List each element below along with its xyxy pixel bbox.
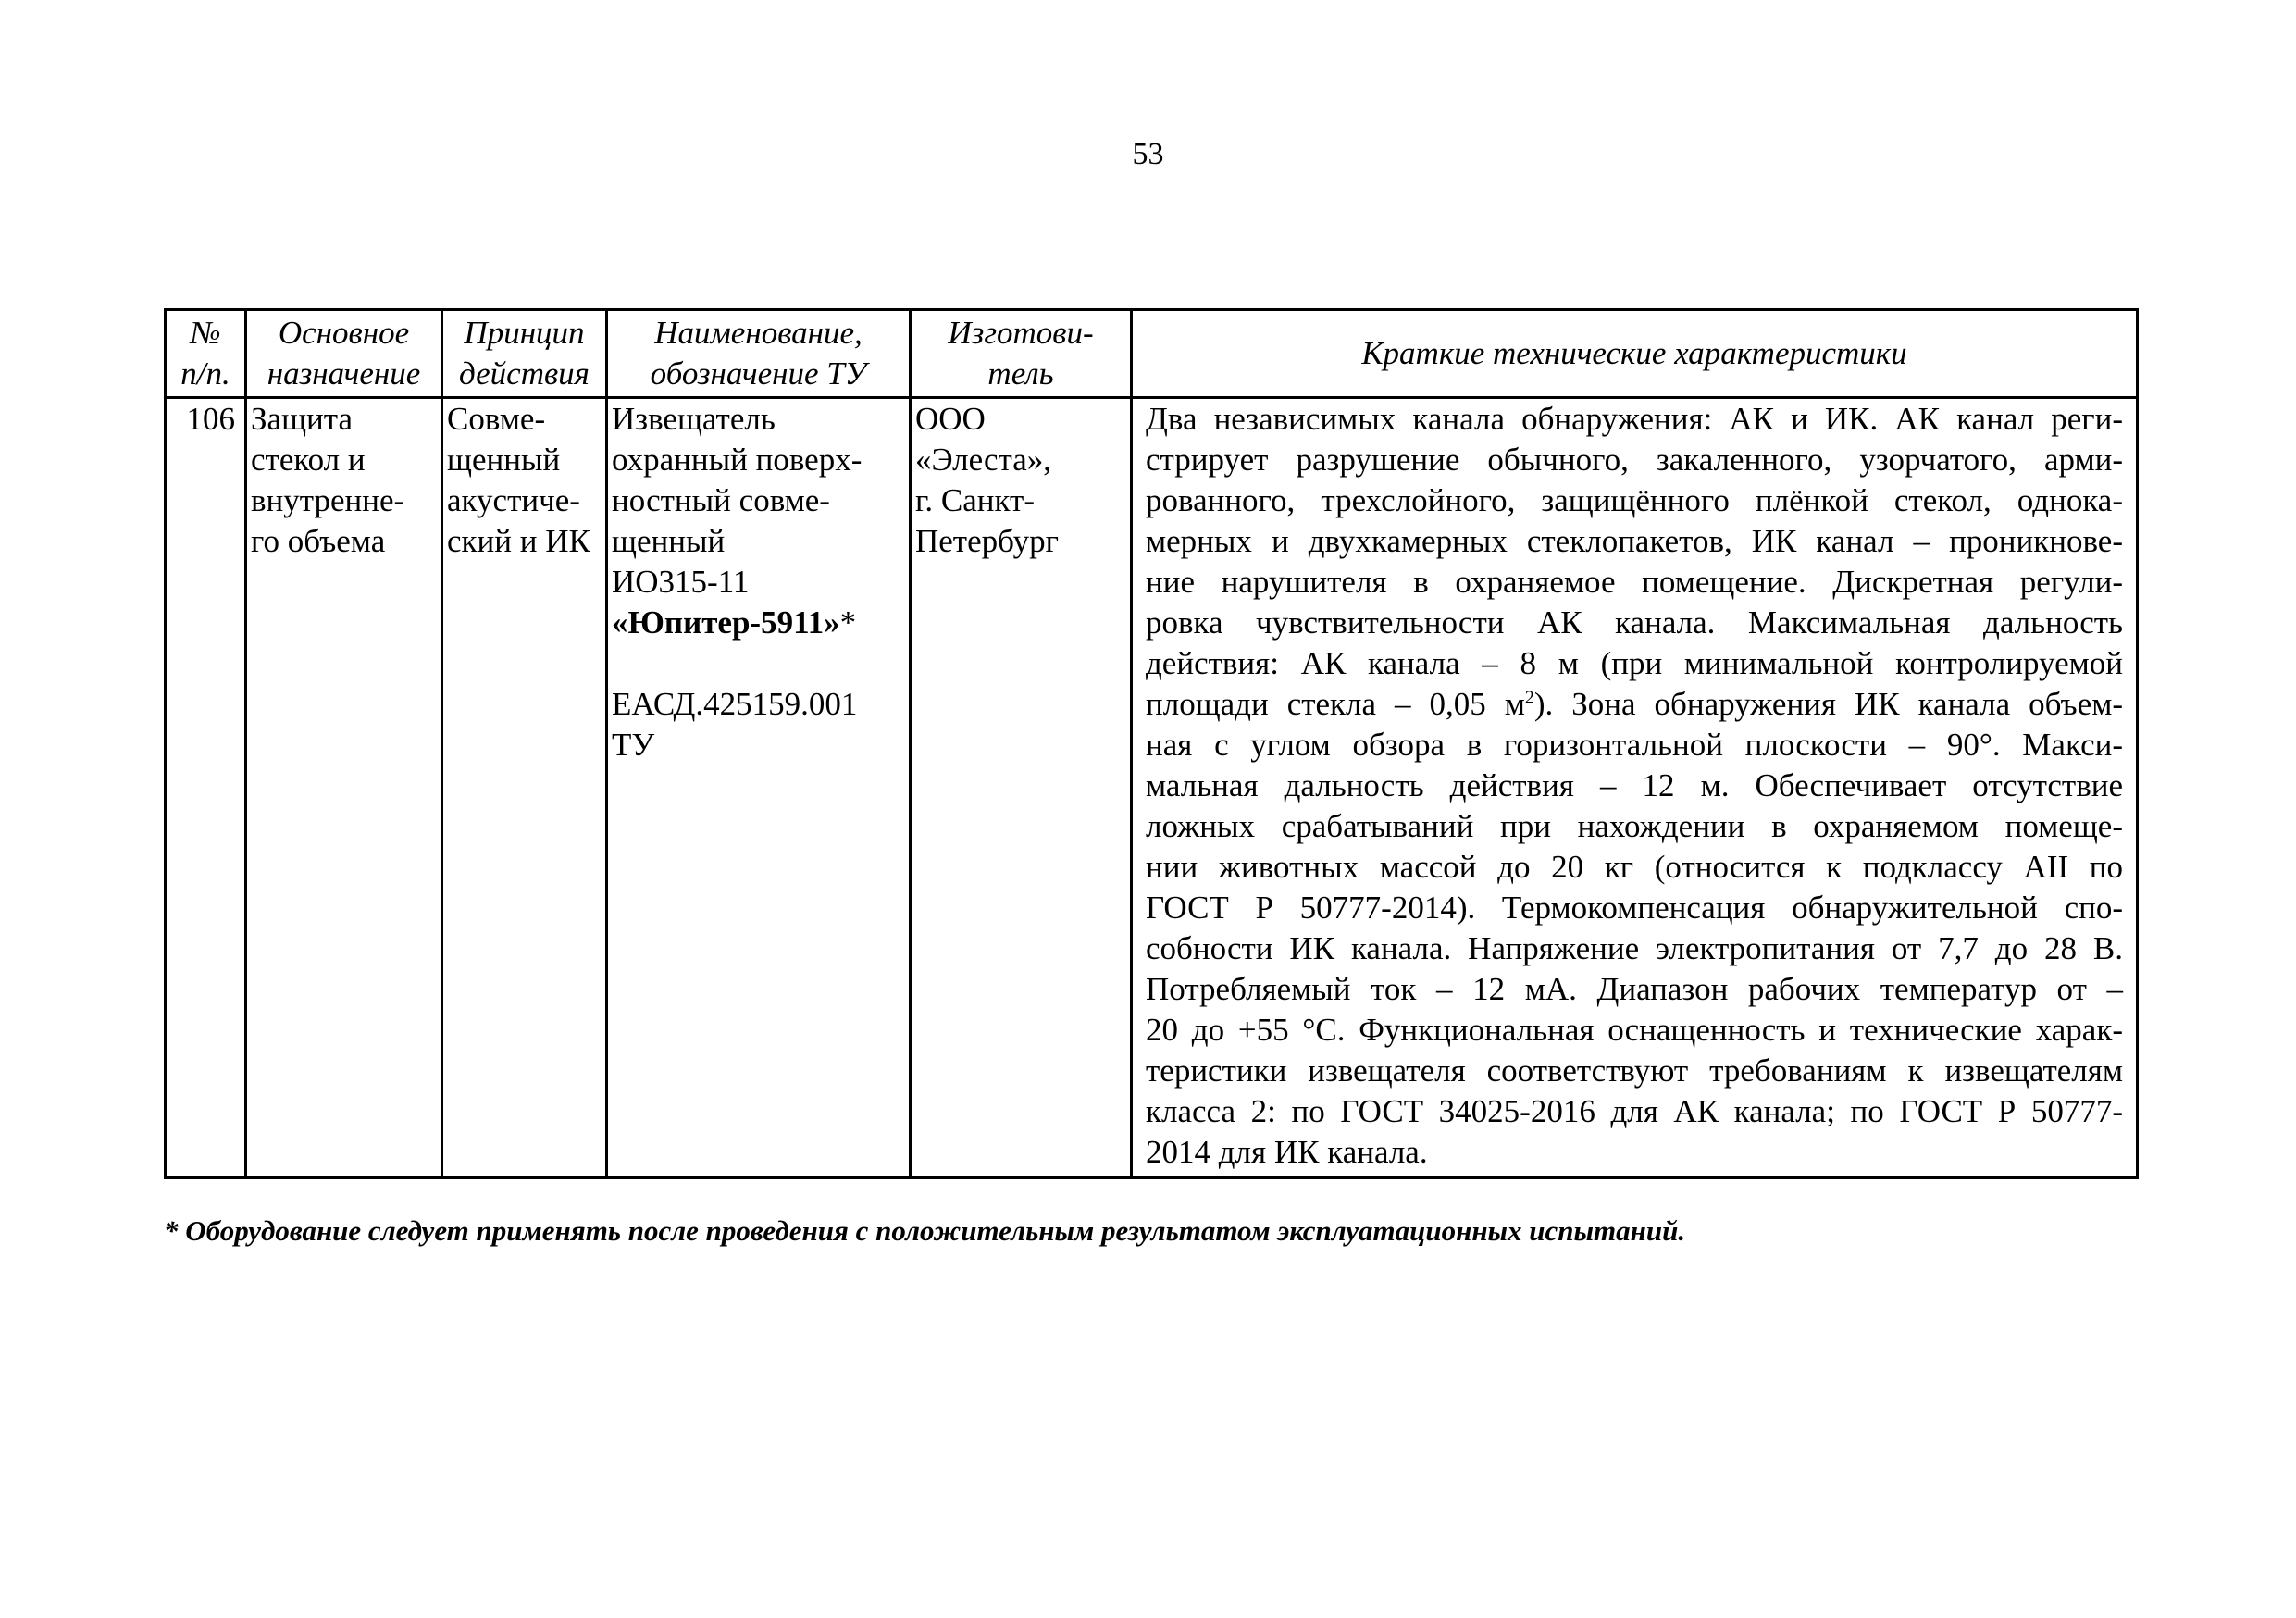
header-maker: Изготови- тель (911, 310, 1132, 398)
footnote: * Оборудование следует применять после проведения с положительным результатом эксплуатационных испытаний. (164, 1214, 1686, 1247)
table-row (166, 398, 2138, 1178)
cell-num: 106 (166, 398, 246, 1178)
equipment-spec-table (164, 308, 2139, 1179)
cell-specs: Два независимых канала обнаружения: АК и ИК. АК канал реги- стрирует разрушение обычного, закаленного, узорчатого, арми- рованного, трехслойного, защищённого плёнкой стекол, однока- мерных и двухкамерных стеклопакетов, ИК канал – проникнове- ние нарушителя в охраняемое помещение. Дискретная регули- ровка чувствительности АК канала. Максимальная дальность действия: АК канала – 8 м (при минимальной контролируемой площади стекла – 0,05 $м^2$). Зона обнаружения ИК канала объем- ная с углом обзора в горизонтальной плоскости – 90°. Макси- мальная дальность действия – 12 м. Обеспечивает отсутствие ложных срабатываний при нахождении в охраняемом помеще- нии животных массой до 20 кг (относится к подклассу АII по ГОСТ Р 50777-2014). Термокомпенсация обнаружительной спо- собности ИК канала. Напряжение электропитания от 7,7 до 28 В. Потребляемый ток – 12 мА. Диапазон рабочих температур от – 20 до +55 °С. Функциональная оснащенность и технические харак- теристики извещателя соответствуют требованиям к извещателям класса 2: по ГОСТ 34025-2016 для АК канала; по ГОСТ Р 50777- 2014 для ИК канала. (1132, 398, 2138, 1178)
cell-maker: ООО «Элеста», г. Санкт- Петербург (911, 398, 1132, 1178)
header-name: Наименование, обозначение ТУ (607, 310, 911, 398)
cell-name: Извещатель охранный поверх- ностный совме- щенный ИО315-11 «Юпитер-5911»* ЕАСД.425159.001 ТУ (607, 398, 911, 1178)
header-purpose: Основное назначение (246, 310, 442, 398)
cell-purpose: Защита стекол и внутренне- го объема (246, 398, 442, 1178)
table-header-row (166, 310, 2138, 398)
cell-principle: Совме- щенный акустиче- ский и ИК (442, 398, 607, 1178)
header-principle: Принцип действия (442, 310, 607, 398)
footnote-mark: * (839, 604, 857, 641)
page-number: 53 (1132, 137, 1164, 171)
product-name: «Юпитер-5911» (612, 604, 840, 641)
header-num: № п/п. (166, 310, 246, 398)
header-specs: Краткие технические характеристики (1132, 310, 2138, 398)
